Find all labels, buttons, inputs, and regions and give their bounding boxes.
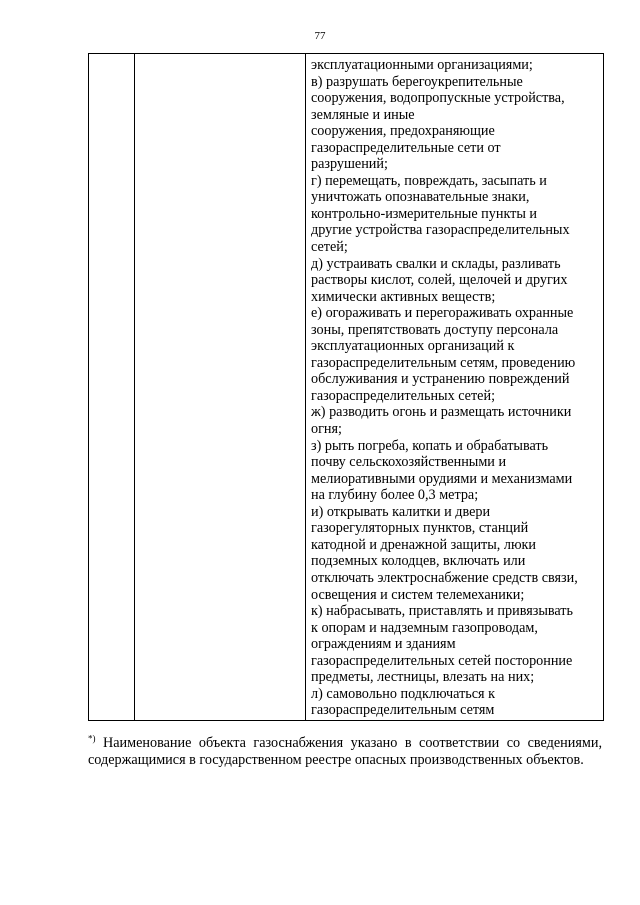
table-cell-line: разрушений; (311, 156, 388, 173)
table-cell-line: сетей; (311, 239, 348, 256)
table-cell-line: ж) разводить огонь и размещать источники (311, 404, 572, 421)
table-cell-line: к опорам и надземным газопроводам, (311, 619, 538, 636)
footnote-text: Наименование объекта газоснабжения указано в соответствии со сведениями, содержащимися в государственном реестре опасных производственных объектов. (88, 735, 602, 768)
table-cell-line: газорегуляторных пунктов, станций (311, 520, 529, 537)
table-cell-line: д) устраивать свалки и склады, разливать (311, 255, 561, 272)
table-cell-restrictions (311, 57, 603, 719)
table-cell-line: ограждениям и зданиям (311, 636, 456, 653)
table-cell-line: зоны, препятствовать доступу персонала (311, 321, 559, 338)
table-cell-line: почву сельскохозяйственными и (311, 454, 507, 471)
table-cell-line: химически активных веществ; (311, 288, 496, 305)
table-cell-line: газораспределительным сетям, проведению (311, 354, 576, 371)
table-cell-line: уничтожать опознавательные знаки, (311, 189, 530, 206)
table-cell-line: другие устройства газораспределительных (311, 222, 570, 239)
table-cell-line: газораспределительных сетей; (311, 387, 496, 404)
table-cell-line: сооружения, водопропускные устройства, (311, 90, 565, 107)
table-cell-line: и) открывать калитки и двери (311, 503, 491, 520)
table-cell-line: сооружения, предохраняющие (311, 123, 495, 140)
table-cell-line: газораспределительных сетей посторонние (311, 652, 573, 669)
table-cell-line: з) рыть погреба, копать и обрабатывать (311, 437, 549, 454)
table-cell-line: мелиоративными орудиями и механизмами (311, 470, 573, 487)
table-cell-line: отключать электроснабжение средств связи, (311, 569, 578, 586)
column-divider-2 (305, 54, 306, 720)
table-cell-line: подземных колодцев, включать или (311, 553, 526, 570)
table-cell-line: земляные и иные (311, 106, 415, 123)
table-cell-line: газораспределительные сети от (311, 139, 501, 156)
table-cell-line: эксплуатационными организациями; (311, 57, 533, 73)
table-cell-line: освещения и систем телемеханики; (311, 586, 525, 603)
footnote-mark: *) (88, 733, 96, 744)
requirements-table (88, 53, 604, 721)
table-cell-line: л) самовольно подключаться к (311, 685, 496, 702)
table-cell-line: катодной и дренажной защиты, люки (311, 536, 537, 553)
table-cell-line: г) перемещать, повреждать, засыпать и (311, 172, 547, 189)
table-cell-line: газораспределительным сетям (311, 702, 495, 719)
table-cell-line: предметы, лестницы, влезать на них; (311, 669, 535, 686)
table-cell-line: на глубину более 0,3 метра; (311, 487, 479, 504)
column-divider-1 (134, 54, 135, 720)
table-cell-line: в) разрушать берегоукрепительные (311, 73, 523, 90)
table-cell-line: обслуживания и устранению повреждений (311, 371, 570, 388)
footnote (88, 735, 602, 769)
table-cell-line: е) огораживать и перегораживать охранные (311, 305, 574, 322)
table-cell-line: огня; (311, 421, 342, 438)
table-cell-line: растворы кислот, солей, щелочей и других (311, 272, 568, 289)
table-cell-line: к) набрасывать, приставлять и привязывать (311, 603, 573, 620)
page-number: 77 (314, 30, 326, 42)
table-cell-line: контрольно-измерительные пункты и (311, 205, 538, 222)
table-cell-line: эксплуатационных организаций к (311, 338, 515, 355)
